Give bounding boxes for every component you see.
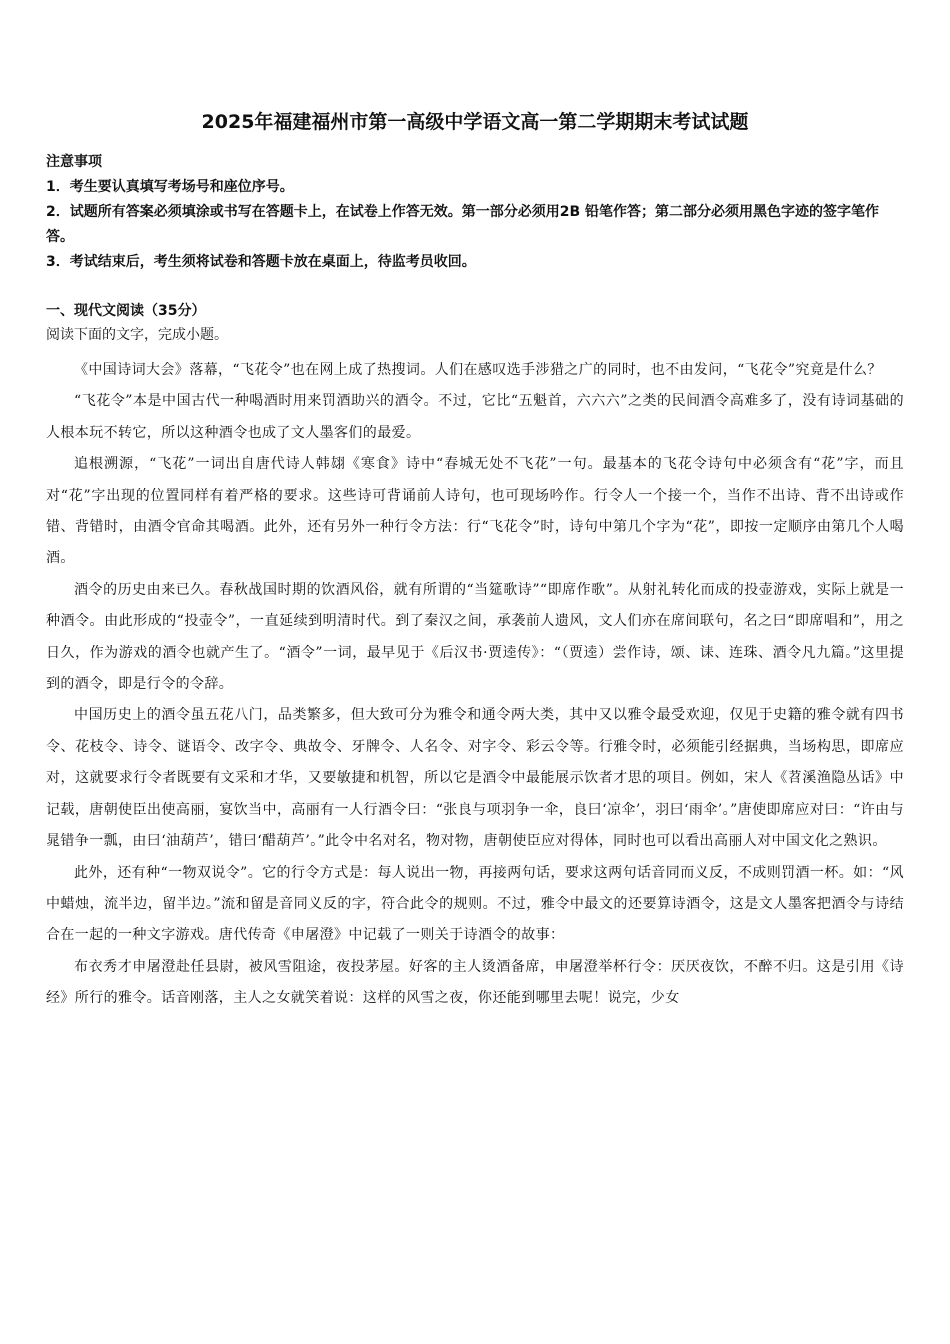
passage-paragraph: 中国历史上的酒令虽五花八门，品类繁多，但大致可分为雅令和通令两大类，其中又以雅令最受欢迎，仅见于史籍的雅令就有四书令、花枝令、诗令、谜语令、改字令、典故令、牙牌令、人名令、对字令、彩云令等。行雅令时，必须能引经据典，当场构思，即席应对，这就要求行令者既要有文采和才华，又要敏捷和机智，所以它是酒令中最能展示饮者才思的项目。例如，宋人《苕溪渔隐丛话》中记载，唐朝使臣出使高丽，宴饮当中，高丽有一人行酒令曰：“张良与项羽争一伞，良曰‘凉伞’，羽曰‘雨伞’。”唐使即席应对曰：“许由与晁错争一瓢，由曰‘油葫芦’，错曰‘醋葫芦’。”此令中名对名，物对物，唐朝使臣应对得体，同时也可以看出高丽人对中国文化之熟识。 <box>46 707 904 850</box>
section-instruction: 阅读下面的文字，完成小题。 <box>46 327 228 343</box>
passage-paragraph: 《中国诗词大会》落幕，“飞花令”也在网上成了热搜词。人们在感叹选手涉猎之广的同时，也不由发问，“飞花令”究竟是什么？ <box>74 362 882 378</box>
notice-item: 1．考生要认真填写考场号和座位序号。 <box>46 179 294 195</box>
reading-passage <box>46 355 904 1015</box>
passage-paragraph: 追根溯源，“飞花”一词出自唐代诗人韩翃《寒食》诗中“春城无处不飞花”一句。最基本的飞花令诗句中必须含有“花”字，而且对“花”字出现的位置同样有着严格的要求。这些诗可背诵前人诗句，也可现场吟作。行令人一个接一个，当作不出诗、背不出诗或作错、背错时，由酒令官命其喝酒。此外，还有另外一种行令方法：行“飞花令”时，诗句中第几个字为“花”，即按一定顺序由第几个人喝酒。 <box>46 456 904 567</box>
notice-item: 2．试题所有答案必须填涂或书写在答题卡上，在试卷上作答无效。第一部分必须用2B 铅笔作答；第二部分必须用黑色字迹的签字笔作答。 <box>46 204 880 245</box>
section-title: 一、现代文阅读（35分） <box>46 303 206 319</box>
passage-paragraph: “飞花令”本是中国古代一种喝酒时用来罚酒助兴的酒令。不过，它比“五魁首，六六六”之类的民间酒令高难多了，没有诗词基础的人根本玩不转它，所以这种酒令也成了文人墨客们的最爱。 <box>46 393 904 441</box>
passage-paragraph: 布衣秀才申屠澄赴任县尉，被风雪阻途，夜投茅屋。好客的主人烫酒备席，申屠澄举杯行令：厌厌夜饮，不醉不归。这是引用《诗经》所行的雅令。话音刚落，主人之女就笑着说：这样的风雪之夜，你还能到哪里去呢！说完，少女 <box>46 958 904 1007</box>
notice-item: 3．考试结束后，考生须将试卷和答题卡放在桌面上，待监考员收回。 <box>46 254 476 270</box>
passage-paragraph: 酒令的历史由来已久。春秋战国时期的饮酒风俗，就有所谓的“当筵歌诗”“即席作歌”。从射礼转化而成的投壶游戏，实际上就是一种酒令。由此形成的“投壶令”，一直延续到明清时代。到了秦汉之间，承袭前人遗风，文人们亦在席间联句，名之曰“即席唱和”，用之日久，作为游戏的酒令也就产生了。“酒令”一词，最早见于《后汉书·贾逵传》：“（贾逵）尝作诗，颂、诔、连珠、酒令凡九篇。”这里提到的酒令，即是行令的令辞。 <box>46 581 904 693</box>
notice-heading: 注意事项 <box>46 154 102 170</box>
notice-block <box>46 150 904 275</box>
page-title: 2025年福建福州市第一高级中学语文高一第二学期期末考试试题 <box>201 111 749 133</box>
passage-paragraph: 此外，还有种“一物双说令”。它的行令方式是：每人说出一物，再接两句话，要求这两句话音同而义反，不成则罚酒一杯。如：“风中蜡烛，流半边，留半边。”流和留是音同义反的字，符合此令的规则。不过，雅令中最文的还要算诗酒令，这是文人墨客把酒令与诗结合在一起的一种文字游戏。唐代传奇《申屠澄》中记载了一则关于诗酒令的故事： <box>46 864 904 944</box>
